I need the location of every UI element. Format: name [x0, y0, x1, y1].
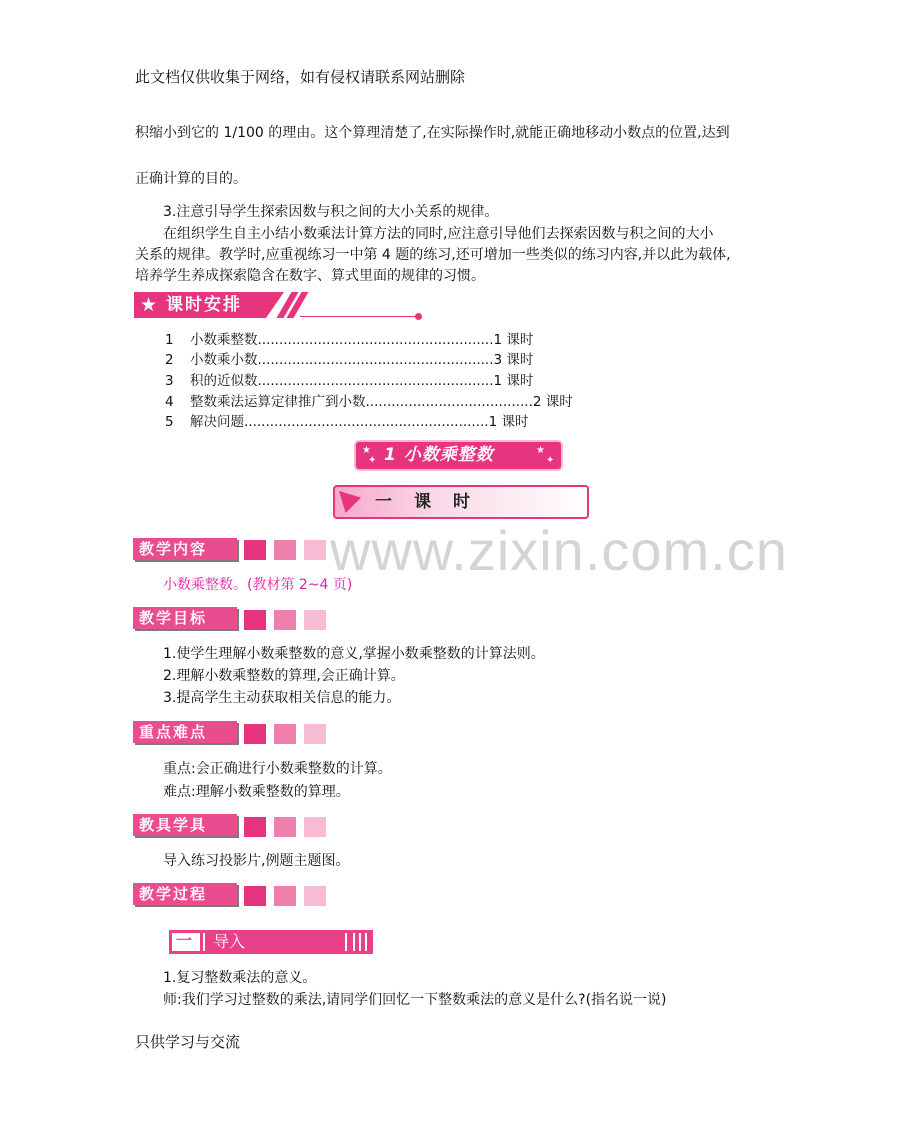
goal-item: 2.理解小数乘整数的算理,会正确计算。 — [163, 668, 405, 684]
key-point-item: 重点:会正确进行小数乘整数的计算。 — [163, 761, 392, 777]
deco-square — [274, 540, 296, 560]
star-icon: ★ — [362, 445, 371, 456]
deco-square — [304, 540, 326, 560]
section-content-text: 小数乘整数。(教材第 2~4 页) — [163, 577, 353, 593]
step-number-box — [172, 933, 200, 951]
schedule-banner — [134, 292, 302, 318]
chapter-title-badge — [356, 442, 561, 469]
section-label: 教具学具 — [139, 816, 208, 834]
schedule-item: 解决问题.........................................................1 课时 — [190, 414, 529, 430]
deco-square — [244, 817, 266, 837]
schedule-num: 2 — [165, 352, 174, 368]
schedule-num: 4 — [165, 394, 174, 410]
paragraph-line: 积缩小到它的 1/100 的理由。这个算理清楚了,在实际操作时,就能正确地移动小数点的位置,达到 — [135, 125, 730, 141]
deco-square — [304, 610, 326, 630]
divider — [365, 933, 367, 951]
star-icon: ✦ — [546, 455, 555, 466]
header-note: 此文档仅供收集于网络，如有侵权请联系网站删除 — [135, 68, 466, 86]
section-tag-key-points — [133, 721, 237, 743]
deco-square — [274, 886, 296, 906]
section-label: 教学目标 — [139, 609, 208, 627]
deco-square — [244, 886, 266, 906]
deco-square — [274, 610, 296, 630]
section-tag-process — [133, 883, 237, 905]
deco-square — [274, 817, 296, 837]
paragraph-line: 在组织学生自主小结小数乘法计算方法的同时,应注意引导他们去探索因数与积之间的大小 — [163, 226, 714, 242]
step-header — [169, 930, 373, 954]
schedule-item: 积的近似数.......................................................1 课时 — [190, 373, 534, 389]
schedule-item: 整数乘法运算定律推广到小数.......................................2 课时 — [190, 394, 573, 410]
goal-item: 1.使学生理解小数乘整数的意义,掌握小数乘整数的计算法则。 — [163, 646, 545, 662]
step-item: 1.复习整数乘法的意义。 — [163, 970, 317, 986]
step-item: 师:我们学习过整数的乘法,请同学们回忆一下整数乘法的意义是什么?(指名说一说) — [163, 992, 667, 1008]
banner-rule — [300, 316, 418, 317]
divider — [359, 933, 361, 951]
key-point-item: 难点:理解小数乘整数的算理。 — [163, 784, 350, 800]
tools-text: 导入练习投影片,例题主题图。 — [163, 853, 350, 869]
watermark: www.zixin.com.cn — [330, 519, 788, 582]
footer-note: 只供学习与交流 — [135, 1033, 241, 1051]
divider — [345, 933, 347, 951]
section-tag-tools — [133, 814, 237, 836]
section-tag-content — [133, 538, 237, 560]
section-label: 教学过程 — [139, 885, 208, 903]
deco-square — [244, 610, 266, 630]
star-icon: ★ — [140, 294, 158, 316]
section-label: 教学内容 — [139, 540, 208, 558]
chapter-title: 1 小数乘整数 — [384, 445, 494, 465]
deco-square — [304, 886, 326, 906]
lesson-title: 一课时 — [375, 492, 492, 512]
lesson-header — [333, 485, 589, 519]
goal-item: 3.提高学生主动获取相关信息的能力。 — [163, 690, 401, 706]
star-icon: ✦ — [368, 455, 377, 466]
corner-mark-icon — [339, 491, 361, 513]
banner-dot — [415, 313, 422, 320]
step-label: 导入 — [213, 932, 246, 951]
paragraph-line: 关系的规律。教学时,应重视练习一中第 4 题的练习,还可增加一些类似的练习内容,并以此为载体, — [135, 247, 731, 263]
paragraph-line: 培养学生养成探索隐含在数字、算式里面的规律的习惯。 — [135, 268, 485, 284]
deco-square — [244, 724, 266, 744]
schedule-item: 小数乘整数.......................................................1 课时 — [190, 332, 534, 348]
schedule-num: 3 — [165, 373, 174, 389]
schedule-num: 5 — [165, 414, 174, 430]
section-tag-goals — [133, 607, 237, 629]
step-number: 一 — [176, 931, 193, 950]
schedule-num: 1 — [165, 332, 174, 348]
section-label: 重点难点 — [139, 723, 208, 741]
deco-square — [304, 817, 326, 837]
divider — [203, 933, 205, 951]
divider — [353, 933, 355, 951]
deco-square — [244, 540, 266, 560]
star-icon: ★ — [536, 445, 545, 456]
schedule-item: 小数乘小数.......................................................3 课时 — [190, 352, 534, 368]
paragraph-heading: 3.注意引导学生探索因数与积之间的大小关系的规律。 — [163, 204, 499, 220]
deco-square — [274, 724, 296, 744]
deco-square — [304, 724, 326, 744]
schedule-banner-label: 课时安排 — [166, 295, 242, 315]
paragraph-line: 正确计算的目的。 — [135, 171, 247, 187]
